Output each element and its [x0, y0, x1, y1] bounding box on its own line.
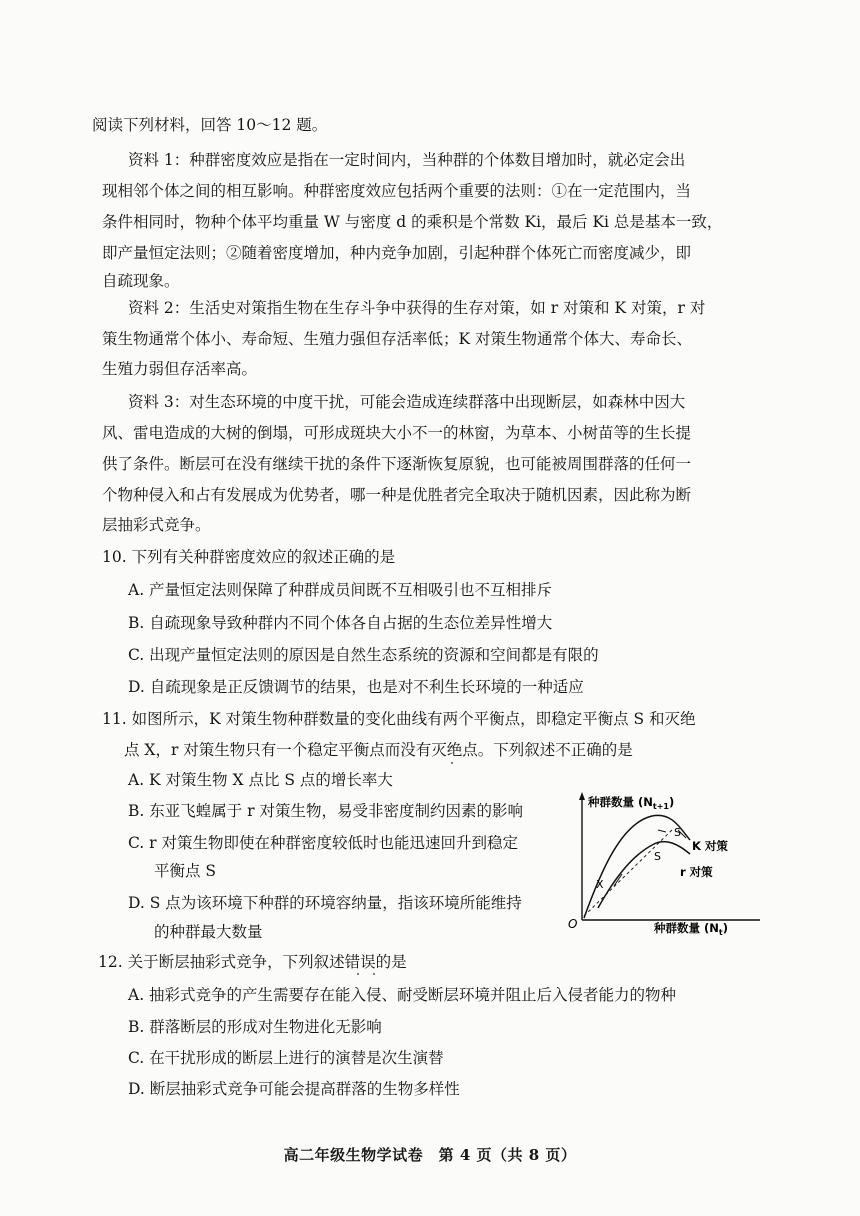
question-10-option-d: D. 自疏现象是正反馈调节的结果，也是对不利生长环境的一种适应 [128, 678, 584, 696]
r-strategy-label: r 对策 [680, 865, 713, 879]
question-10-option-a: A. 产量恒定法则保障了种群成员间既不互相吸引也不互相排斥 [128, 581, 553, 599]
intro-text: 阅读下列材料，回答 10～12 题。 [92, 116, 328, 134]
question-12-stem: 12. 关于断层抽彩式竞争，下列叙述错误的是 [98, 953, 407, 971]
material-1-line: 资料 1：种群密度效应是指在一定时间内，当种群的个体数目增加时，就必定会出 [128, 151, 686, 169]
question-11-stem: 11. 如图所示，K 对策生物种群数量的变化曲线有两个平衡点，即稳定平衡点 S 和灭绝 [102, 710, 696, 728]
emphasis-dot [451, 762, 453, 764]
equilibrium-diagonal [584, 828, 674, 916]
material-3-line: 供了条件。断层可在没有继续干扰的条件下逐渐恢复原貌，也可能被周围群落的任何一 [102, 455, 692, 473]
material-1-line: 自疏现象。 [102, 272, 180, 290]
material-1-line: 现相邻个体之间的相互影响。种群密度效应包括两个重要的法则：①在一定范围内，当 [102, 182, 692, 200]
material-3-line: 层抽彩式竞争。 [102, 516, 211, 534]
question-10-option-b: B. 自疏现象导致种群内不同个体各自占据的生态位差异性增大 [128, 614, 553, 632]
x-axis-label: 种群数量 $(N_t)$ [654, 921, 728, 937]
material-1-line: 即产量恒定法则；②随着密度增加，种内竞争加剧，引起种群个体死亡而密度减少，即 [102, 244, 692, 262]
question-11-option-a: A. K 对策生物 X 点比 S 点的增长率大 [128, 771, 393, 789]
question-10-stem: 10. 下列有关种群密度效应的叙述正确的是 [102, 548, 396, 566]
origin-label: O [568, 917, 578, 931]
question-12-option-b: B. 群落断层的形成对生物进化无影响 [128, 1018, 382, 1036]
k-equilibrium-label: S [674, 826, 681, 839]
material-2-line: 资料 2：生活史对策指生物在生存斗争中获得的生存对策，如 r 对策和 K 对策，r 对 [128, 299, 706, 317]
question-12-option-d: D. 断层抽彩式竞争可能会提高群落的生物多样性 [128, 1080, 460, 1098]
material-2-line: 生殖力弱但存活率高。 [102, 360, 258, 378]
question-12-option-c: C. 在干扰形成的断层上进行的演替是次生演替 [128, 1049, 444, 1067]
question-12-option-a: A. 抽彩式竞争的产生需要存在能入侵、耐受断层环境并阻止后入侵者能力的物种 [128, 986, 677, 1004]
question-10-option-c: C. 出现产量恒定法则的原因是自然生态系统的资源和空间都是有限的 [128, 646, 599, 664]
question-11-option-c: C. r 对策生物即使在种群密度较低时也能迅速回升到稳定 [128, 834, 518, 852]
material-1-line: 条件相同时，物种个体平均重量 W 与密度 d 的乘积是个常数 Ki，最后 Ki 总是基本一致， [102, 213, 723, 231]
question-11-option-c-cont: 平衡点 S [154, 862, 217, 880]
question-11-option-b: B. 东亚飞蝗属于 r 对策生物，易受非密度制约因素的影响 [128, 802, 524, 820]
y-axis-label: 种群数量 $(N_{t+1})$ [588, 795, 675, 811]
material-3-line: 资料 3：对生态环境的中度干扰，可能会造成连续群落中出现断层，如森林中因大 [128, 393, 686, 411]
population-curve-figure [562, 788, 774, 938]
arrow-mark [658, 830, 666, 832]
r-strategy-curve [598, 842, 690, 908]
material-2-line: 策生物通常个体小、寿命短、生殖力强但存活率低；K 对策生物通常个体大、寿命长、 [102, 330, 693, 348]
question-11-option-d-cont: 的种群最大数量 [154, 923, 263, 941]
question-11-option-d: D. S 点为该环境下种群的环境容纳量，指该环境所能维持 [128, 894, 522, 912]
material-3-line: 风、雷电造成的大树的倒塌，可形成斑块大小不一的林窗，为草本、小树苗等的生长提 [102, 424, 692, 442]
page-footer: 高二年级生物学试卷 第 4 页（共 8 页） [283, 1146, 577, 1164]
emphasis-dot [357, 973, 359, 975]
y-axis-arrow [579, 792, 585, 800]
r-equilibrium-label: S [654, 850, 661, 863]
emphasis-dot [373, 973, 375, 975]
k-strategy-label: K 对策 [692, 839, 728, 853]
question-11-stem: 点 X，r 对策生物只有一个稳定平衡点而没有灭绝点。下列叙述不正确的是 [124, 741, 633, 759]
extinction-point-label: X [596, 878, 604, 891]
material-3-line: 个物种侵入和占有发展成为优势者，哪一种是优胜者完全取决于随机因素，因此称为断 [102, 486, 692, 504]
